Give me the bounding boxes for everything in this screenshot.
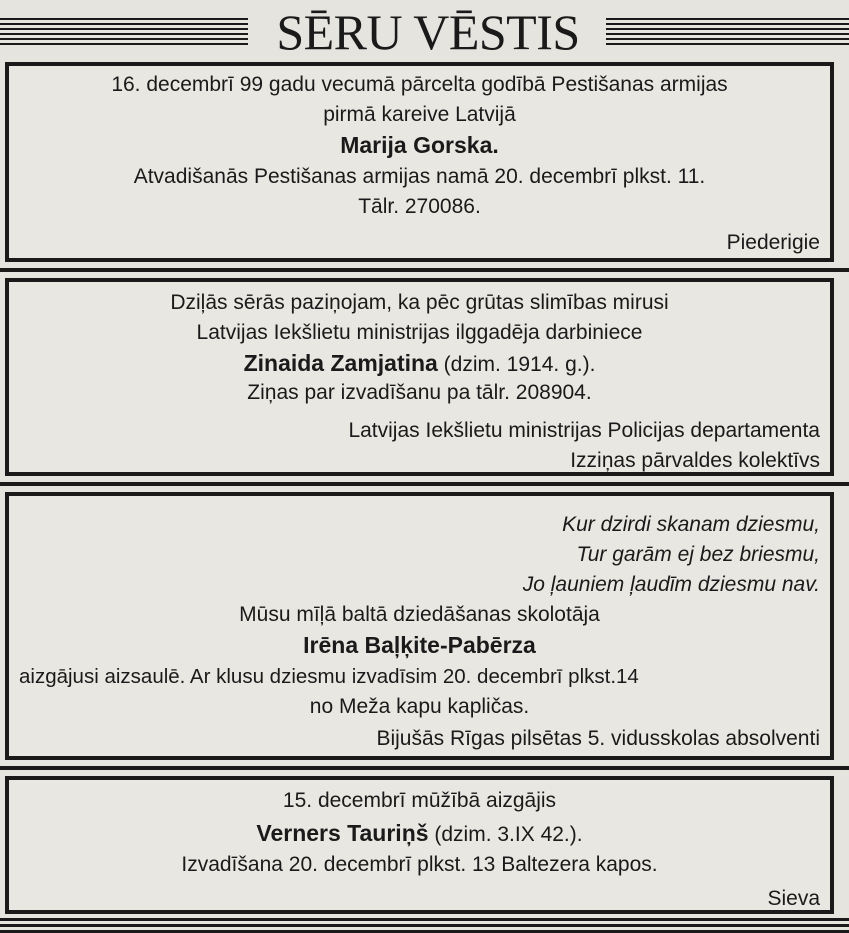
deceased-name-line [9,820,830,848]
deceased-name: Marija Gorska. [340,132,499,158]
poem-line: Tur garām ej bez briesmu, [576,543,820,566]
notice-signature: Sieva [767,887,820,910]
notice-signature: Latvijas Iekšlietu ministrijas Policijas departamenta [348,419,820,442]
divider-rule [0,268,849,272]
deceased-name-line [9,350,830,378]
poem-line: Jo ļauniem ļaudīm dziesmu nav. [522,573,820,596]
page-header [0,4,849,60]
poem-line: Kur dzirdi skanam dziesmu, [562,513,820,536]
footer-rule [0,918,849,933]
header-rule-left [0,18,248,48]
notice-text: Ziņas par izvadīšanu pa tālr. 208904. [247,381,592,404]
header-rule-right [606,18,849,48]
obituary-notice-1 [5,62,834,262]
deceased-name: Irēna Baļķite-Pabērza [303,632,536,658]
notice-text: Mūsu mīļā baltā dziedāšanas skolotāja [239,603,600,626]
obituary-notice-4 [5,776,834,914]
notice-text: Tālr. 270086. [358,195,481,218]
notice-signature: Piederigie [726,231,820,254]
divider-rule [0,766,849,770]
notice-text: Latvijas Iekšlietu ministrijas ilggadēja darbiniece [196,321,643,344]
page-title: SĒRU VĒSTIS [276,4,580,60]
deceased-name: Verners Tauriņš [256,820,429,846]
notice-text: Atvadišanās Pestišanas armijas namā 20. decembrī plkst. 11. [133,165,706,188]
notice-text: Izvadīšana 20. decembrī plkst. 13 Baltezera kapos. [181,853,658,876]
deceased-name: Zinaida Zamjatina [243,350,438,376]
obituary-notice-3 [5,492,834,760]
notice-signature: Izziņas pārvaldes kolektīvs [570,449,820,472]
notice-text: 15. decembrī mūžībā aizgājis [282,789,557,812]
notice-text: pirmā kareive Latvijā [323,103,516,126]
notice-text: 16. decembrī 99 gadu vecumā pārcelta godībā Pestišanas armijas [111,73,728,96]
notice-text: aizgājusi aizsaulē. Ar klusu dziesmu izvadīsim 20. decembrī plkst.14 [19,665,639,688]
notice-text: no Meža kapu kapličas. [309,695,530,718]
notice-signature: Bijušās Rīgas pilsētas 5. vidusskolas absolventi [376,727,820,750]
birth-note: (dzim. 1914. g.). [437,353,596,376]
obituary-notice-2 [5,278,834,476]
divider-rule [0,482,849,486]
notice-text: Dziļās sērās paziņojam, ka pēc grūtas slimības mirusi [170,291,669,314]
birth-note: (dzim. 3.IX 42.). [428,823,583,846]
